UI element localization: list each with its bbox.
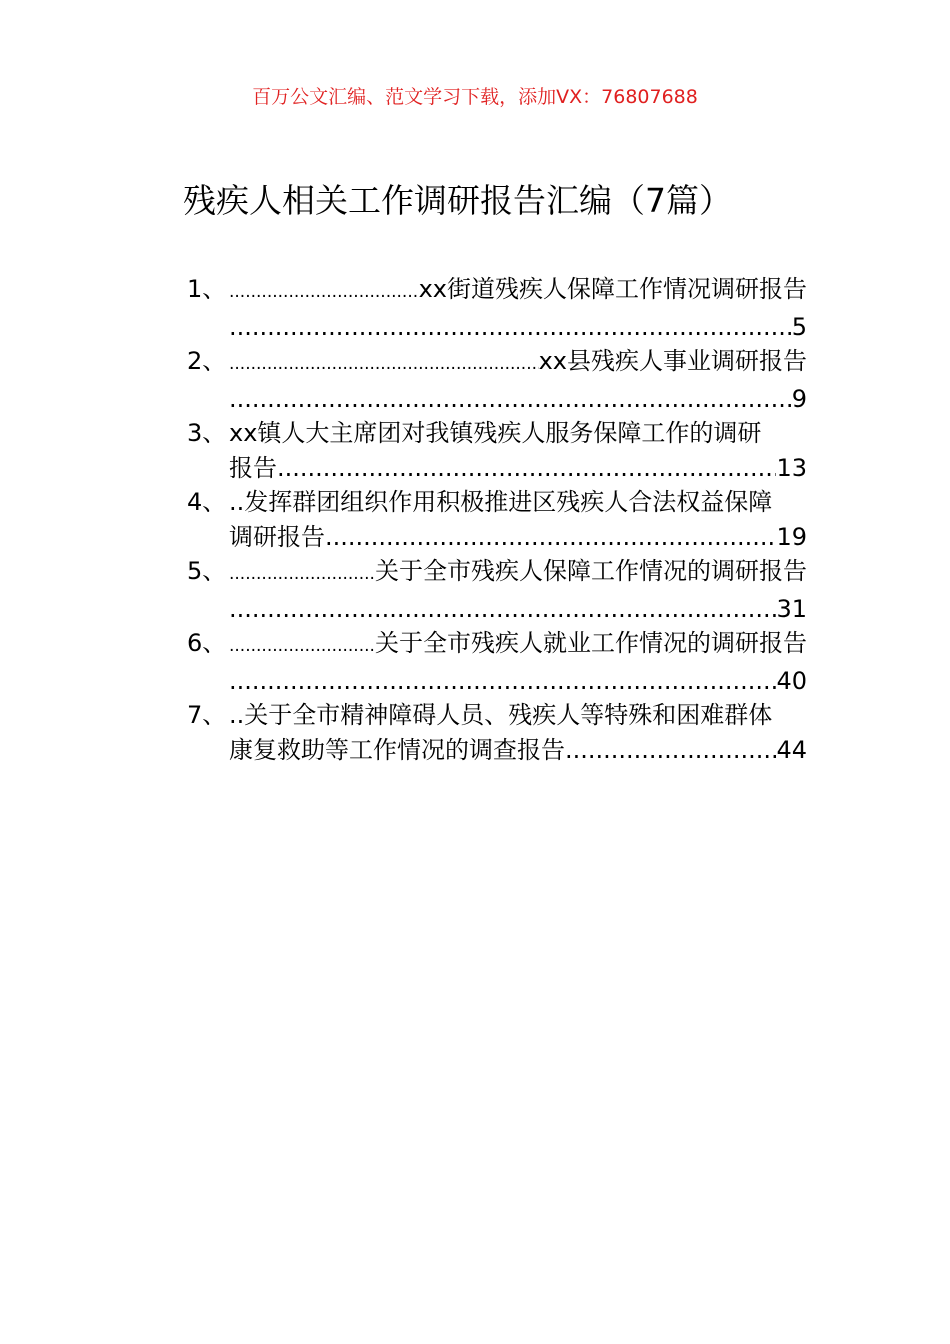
toc-entry[interactable] xyxy=(187,698,807,767)
toc-entry[interactable] xyxy=(187,272,807,344)
dot-leader xyxy=(277,451,776,486)
toc-entry-title: 关于全市精神障碍人员、残疾人等特殊和困难群体 xyxy=(244,701,773,729)
toc-entry-title-continued: 调研报告 xyxy=(229,522,325,551)
toc-entry[interactable] xyxy=(187,485,807,554)
dot-leader xyxy=(229,557,375,592)
toc-entry-title: xx镇人大主席团对我镇残疾人服务保障工作的调研 xyxy=(229,419,762,447)
toc-entry-number: 4、 xyxy=(187,488,227,516)
toc-entry-prefix: .. xyxy=(229,488,245,516)
toc-entry-prefix: .. xyxy=(229,701,245,729)
document-title: 残疾人相关工作调研报告汇编（7篇） xyxy=(183,181,732,220)
toc-entry-title: xx县残疾人事业调研报告 xyxy=(538,347,807,375)
toc-entry[interactable] xyxy=(187,344,807,416)
toc-entry-title: 关于全市残疾人保障工作情况的调研报告 xyxy=(375,557,807,585)
dot-leader xyxy=(229,347,539,382)
toc-page-number: 40 xyxy=(776,666,807,695)
toc-page-number: 13 xyxy=(776,453,807,482)
dot-leader xyxy=(229,382,792,417)
dot-leader xyxy=(229,629,375,664)
toc-page-number: 44 xyxy=(776,735,807,764)
toc-entry[interactable] xyxy=(187,554,807,626)
dot-leader xyxy=(325,520,776,555)
toc-entry-number: 5、 xyxy=(187,557,227,585)
dot-leader xyxy=(229,275,419,310)
toc-entry-title: 关于全市残疾人就业工作情况的调研报告 xyxy=(375,629,807,657)
toc-page-number: 19 xyxy=(776,522,807,551)
toc-entry-number: 3、 xyxy=(187,419,227,447)
toc-entry-title: xx街道残疾人保障工作情况调研报告 xyxy=(418,275,807,303)
dot-leader xyxy=(229,592,776,627)
toc-entry-title-continued: 报告 xyxy=(229,453,277,482)
toc-page-number: 9 xyxy=(791,384,807,413)
toc-entry-title: 发挥群团组织作用积极推进区残疾人合法权益保障 xyxy=(244,488,773,516)
toc-entry-title-continued: 康复救助等工作情况的调查报告 xyxy=(229,735,565,764)
header-note: 百万公文汇编、范文学习下载，添加VX：76807688 xyxy=(252,86,698,108)
toc-page-number: 5 xyxy=(791,312,807,341)
dot-leader xyxy=(229,310,792,345)
dot-leader xyxy=(229,664,776,699)
toc-entry-number: 2、 xyxy=(187,347,227,375)
toc-page-number: 31 xyxy=(776,594,807,623)
toc-entry-number: 6、 xyxy=(187,629,227,657)
table-of-contents xyxy=(187,272,807,767)
toc-entry[interactable] xyxy=(187,416,807,485)
dot-leader xyxy=(565,733,776,768)
toc-entry-number: 1、 xyxy=(187,275,227,303)
toc-entry-number: 7、 xyxy=(187,701,227,729)
toc-entry[interactable] xyxy=(187,626,807,698)
